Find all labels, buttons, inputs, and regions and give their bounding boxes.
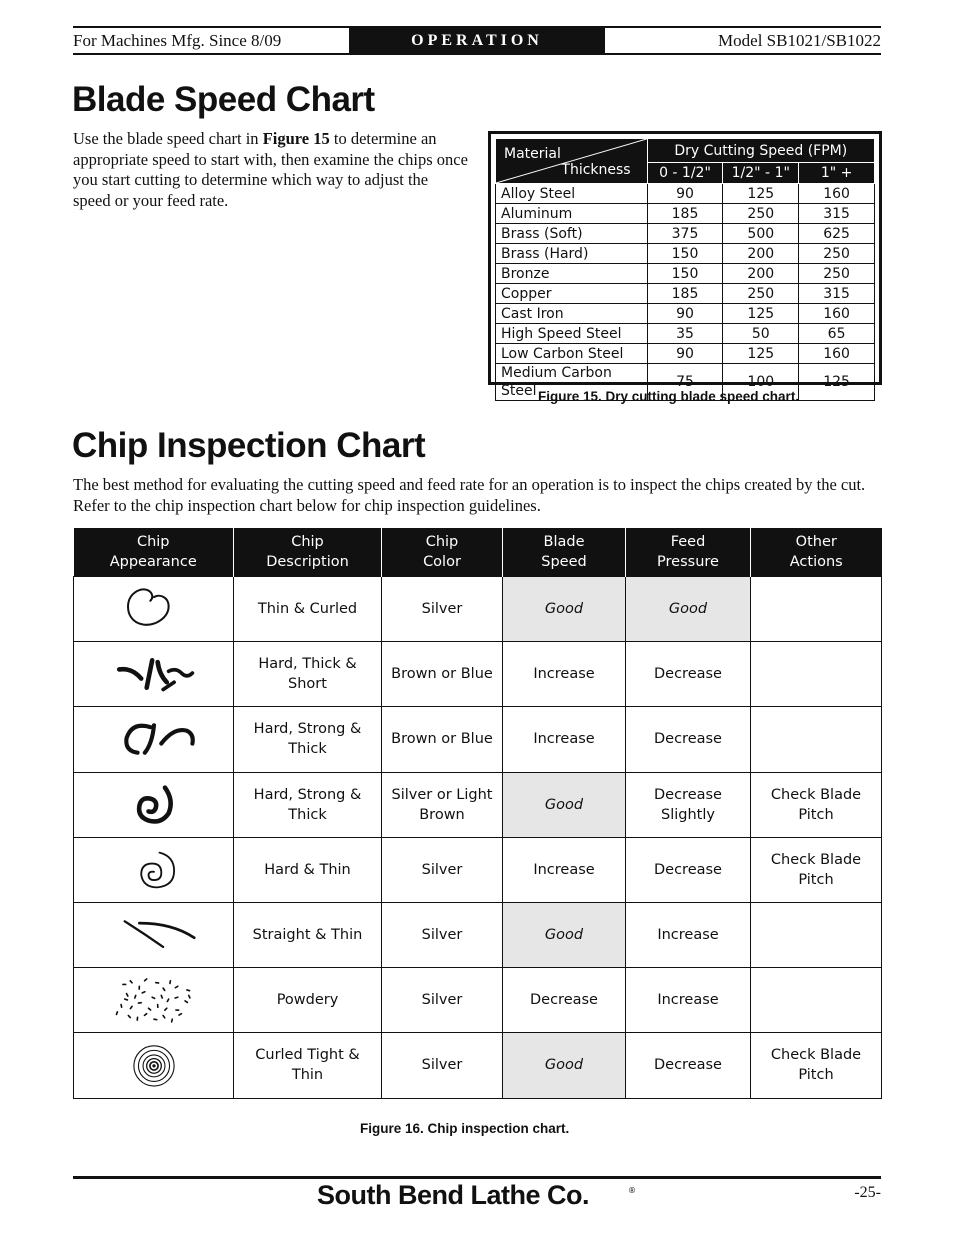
chip-appearance-cell <box>74 642 234 707</box>
other-actions: Check Blade Pitch <box>751 837 882 902</box>
blade-speed: Good <box>503 772 626 837</box>
header-section-label: OPERATION <box>349 27 605 53</box>
speed-row <box>496 304 875 324</box>
page-header <box>73 27 881 53</box>
speed-value: 35 <box>647 324 723 344</box>
blade-speed-title: Blade Speed Chart <box>72 80 375 119</box>
speed-value: 150 <box>647 244 723 264</box>
speed-value: 200 <box>723 264 799 284</box>
chip-description: Hard, Strong & Thick <box>234 772 382 837</box>
chip-color: Silver <box>382 902 503 967</box>
material-name: Cast Iron <box>496 304 648 324</box>
chip-row <box>74 837 882 902</box>
chip-color: Silver <box>382 968 503 1033</box>
speed-value: 125 <box>723 304 799 324</box>
tight-spiral-chip-icon <box>94 1033 214 1097</box>
chip-row <box>74 577 882 642</box>
material-name: Brass (Hard) <box>496 244 648 264</box>
loose-curl-chip-icon <box>94 577 214 641</box>
footer-rule <box>73 1176 881 1179</box>
other-actions <box>751 707 882 772</box>
speed-value: 315 <box>799 284 875 304</box>
chip-color: Silver <box>382 577 503 642</box>
feed-pressure: Good <box>626 577 751 642</box>
header-model: Model SB1021/SB1022 <box>718 31 881 50</box>
material-name: Brass (Soft) <box>496 224 648 244</box>
speed-row <box>496 204 875 224</box>
speed-row <box>496 284 875 304</box>
other-actions <box>751 642 882 707</box>
speed-row <box>496 264 875 284</box>
speed-value: 90 <box>647 344 723 364</box>
speed-row <box>496 324 875 344</box>
speed-value: 250 <box>723 284 799 304</box>
speed-value: 150 <box>647 264 723 284</box>
feed-pressure: Decrease Slightly <box>626 772 751 837</box>
thickness-column-header: 1" + <box>799 163 875 184</box>
figure-16-caption: Figure 16. Chip inspection chart. <box>360 1121 570 1136</box>
blade-speed: Good <box>503 902 626 967</box>
speed-value: 375 <box>647 224 723 244</box>
feed-pressure: Decrease <box>626 642 751 707</box>
material-name: Low Carbon Steel <box>496 344 648 364</box>
speed-value: 200 <box>723 244 799 264</box>
chip-description: Curled Tight & Thin <box>234 1033 382 1098</box>
speed-value: 185 <box>647 284 723 304</box>
figure-15-reference: Figure 15 <box>262 129 330 148</box>
speed-row <box>496 224 875 244</box>
figure-15-caption: Figure 15. Dry cutting blade speed chart. <box>538 389 800 404</box>
speed-value: 65 <box>799 324 875 344</box>
speed-value: 100 <box>723 364 799 401</box>
feed-pressure: Increase <box>626 902 751 967</box>
speed-value: 75 <box>647 364 723 401</box>
speed-row <box>496 344 875 364</box>
feed-pressure: Decrease <box>626 707 751 772</box>
chip-appearance-cell <box>74 1033 234 1098</box>
speed-value: 160 <box>799 344 875 364</box>
speed-value: 160 <box>799 304 875 324</box>
feed-pressure: Decrease <box>626 837 751 902</box>
header-machine-date: For Machines Mfg. Since 8/09 <box>73 31 282 50</box>
speed-value: 50 <box>723 324 799 344</box>
blade-speed: Increase <box>503 707 626 772</box>
chip-color: Brown or Blue <box>382 642 503 707</box>
blade-speed: Increase <box>503 642 626 707</box>
blade-speed: Increase <box>503 837 626 902</box>
chip-appearance-cell <box>74 968 234 1033</box>
material-name: Copper <box>496 284 648 304</box>
feed-pressure: Increase <box>626 968 751 1033</box>
feed-pressure: Decrease <box>626 1033 751 1098</box>
chip-inspection-intro: The best method for evaluating the cutting speed and feed rate for an operation is to inspect the chips created by the cut. Refer to the chip inspection chart below for chip inspection guidelines. <box>73 475 866 515</box>
speed-value: 250 <box>723 204 799 224</box>
speed-value: 125 <box>723 344 799 364</box>
chip-description: Straight & Thin <box>234 902 382 967</box>
other-actions: Check Blade Pitch <box>751 1033 882 1098</box>
thin-spiral-chip-icon <box>94 838 214 902</box>
chip-row <box>74 902 882 967</box>
material-name: Medium Carbon Steel <box>496 364 648 401</box>
thickness-column-header: 1/2" - 1" <box>723 163 799 184</box>
thickness-column-header: 0 - 1/2" <box>647 163 723 184</box>
speed-value: 250 <box>799 244 875 264</box>
other-actions: Check Blade Pitch <box>751 772 882 837</box>
speed-value: 315 <box>799 204 875 224</box>
chip-description: Hard, Strong & Thick <box>234 707 382 772</box>
chip-description: Hard & Thin <box>234 837 382 902</box>
chip-appearance-cell <box>74 707 234 772</box>
chip-color: Brown or Blue <box>382 707 503 772</box>
speed-value: 185 <box>647 204 723 224</box>
chip-column-header: Chip Color <box>382 528 503 577</box>
speed-value: 90 <box>647 184 723 204</box>
chip-column-header: Blade Speed <box>503 528 626 577</box>
chip-column-header: Other Actions <box>751 528 882 577</box>
material-name: High Speed Steel <box>496 324 648 344</box>
speed-row <box>496 184 875 204</box>
thickness-label: Thickness <box>561 162 631 178</box>
chip-row <box>74 1033 882 1098</box>
chip-column-header: Chip Appearance <box>74 528 234 577</box>
chip-appearance-cell <box>74 837 234 902</box>
chip-color: Silver <box>382 837 503 902</box>
short-thick-chips-icon <box>94 642 214 706</box>
other-actions <box>751 968 882 1033</box>
powder-chips-icon <box>94 968 214 1032</box>
material-name: Alloy Steel <box>496 184 648 204</box>
brand-logo: South Bend Lathe Co. <box>317 1180 589 1210</box>
hooked-thick-chips-icon <box>94 707 214 771</box>
material-name: Aluminum <box>496 204 648 224</box>
chip-color: Silver <box>382 1033 503 1098</box>
blade-speed: Good <box>503 1033 626 1098</box>
other-actions <box>751 902 882 967</box>
thick-spiral-chip-icon <box>94 773 214 837</box>
speed-value: 500 <box>723 224 799 244</box>
header-rule-bottom <box>73 53 881 55</box>
material-name: Bronze <box>496 264 648 284</box>
chip-column-header: Chip Description <box>234 528 382 577</box>
chip-description: Thin & Curled <box>234 577 382 642</box>
dry-cutting-speed-header: Dry Cutting Speed (FPM) <box>647 139 874 163</box>
material-thickness-header <box>496 139 648 184</box>
speed-value: 90 <box>647 304 723 324</box>
chip-color: Silver or Light Brown <box>382 772 503 837</box>
chip-appearance-cell <box>74 577 234 642</box>
material-label: Material <box>504 146 561 162</box>
chip-row <box>74 968 882 1033</box>
speed-value: 160 <box>799 184 875 204</box>
blade-speed: Good <box>503 577 626 642</box>
speed-value: 125 <box>799 364 875 401</box>
other-actions <box>751 577 882 642</box>
speed-row <box>496 244 875 264</box>
chip-description: Hard, Thick & Short <box>234 642 382 707</box>
page-number: -25- <box>854 1184 881 1201</box>
chip-appearance-cell <box>74 772 234 837</box>
blade-speed-intro: Use the blade speed chart in Figure 15 to determine an appropriate speed to start with, then examine the chips once you start cutting to determine which way to adjust the speed or your feed rate. <box>73 129 468 210</box>
chip-inspection-title: Chip Inspection Chart <box>72 426 426 465</box>
speed-value: 625 <box>799 224 875 244</box>
chip-row <box>74 772 882 837</box>
chip-row <box>74 642 882 707</box>
speed-value: 125 <box>723 184 799 204</box>
chip-description: Powdery <box>234 968 382 1033</box>
blade-speed: Decrease <box>503 968 626 1033</box>
chip-inspection-table <box>73 528 881 1099</box>
chip-appearance-cell <box>74 902 234 967</box>
speed-value: 250 <box>799 264 875 284</box>
straight-thin-chips-icon <box>94 903 214 967</box>
registered-mark: ® <box>628 1186 636 1195</box>
chip-column-header: Feed Pressure <box>626 528 751 577</box>
chip-row <box>74 707 882 772</box>
